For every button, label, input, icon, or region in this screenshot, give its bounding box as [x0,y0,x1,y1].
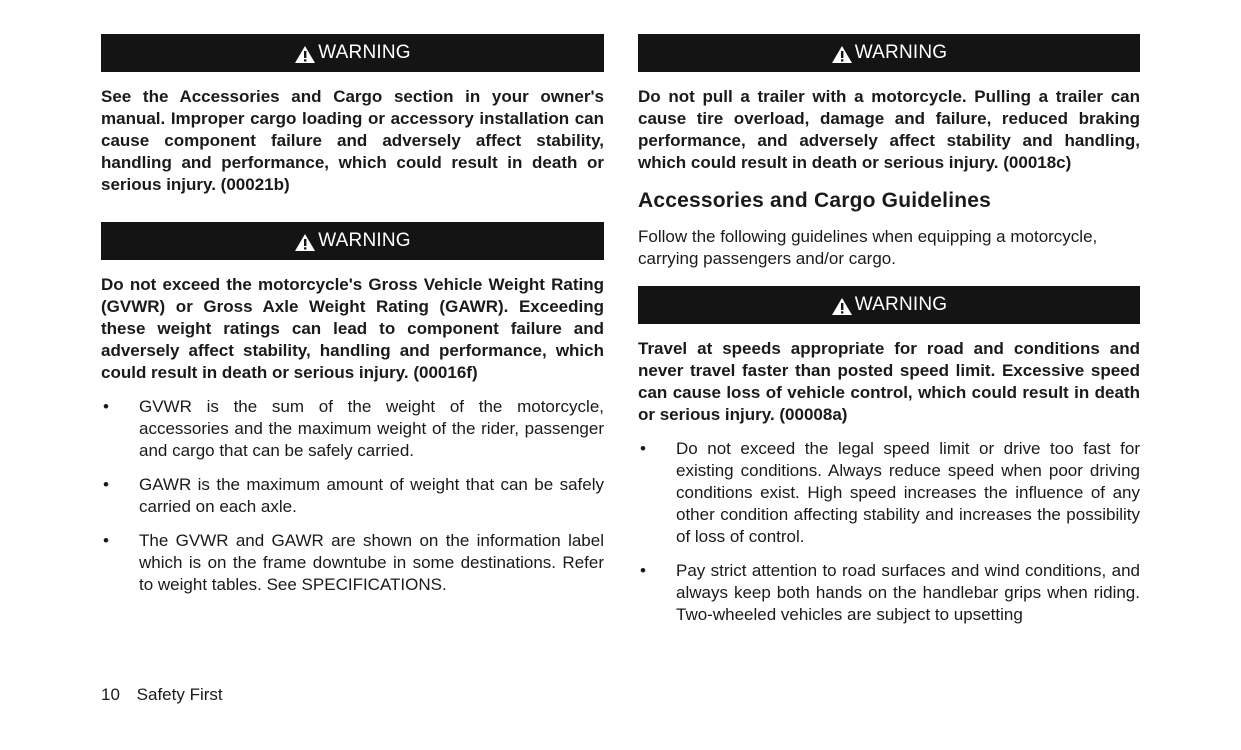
warning-banner [638,286,1140,324]
footer-section-title: Safety First [136,685,223,704]
warning-text: Travel at speeds appropriate for road and conditions and never travel faster than posted speed limit. Excessive speed can cause loss of vehicle control, which could result in death or serious injury. (00008a) [638,339,1140,424]
page-footer [101,684,223,706]
list-item [638,560,1140,626]
bullet-list [101,396,604,596]
warning-banner [101,34,604,72]
bullet-list [638,438,1140,626]
warning-banner-label: WARNING [318,230,411,251]
intro-paragraph: Follow the following guidelines when equipping a motorcycle, carrying passengers and/or cargo. [638,227,1098,268]
warning-text: See the Accessories and Cargo section in your owner's manual. Improper cargo loading or accessory installation can cause component failure and adversely affect stability, handling and performance, which could result in death or serious injury. (00021b) [101,87,604,194]
list-item-text: Pay strict attention to road surfaces and wind conditions, and always keep both hands on the handlebar grips when riding. Two-wheeled vehicles are subject to upsetting [676,561,1140,624]
list-item [101,530,604,596]
warning-banner-label: WARNING [854,42,948,63]
alert-triangle-icon [294,45,316,64]
list-item [638,438,1140,548]
warning-banner-label: WARNING [854,294,948,315]
bullet-icon: • [640,439,646,458]
page-number: 10 [101,685,120,704]
list-item [101,396,604,462]
left-column [101,34,604,608]
bullet-icon: • [103,475,109,494]
warning-banner [638,34,1140,72]
bullet-icon: • [103,397,109,416]
warning-banner [101,222,604,260]
list-item [101,474,604,518]
section-heading: Accessories and Cargo Guidelines [638,189,992,212]
alert-triangle-icon [831,297,853,316]
alert-triangle-icon [294,233,316,252]
bullet-icon: • [640,561,646,580]
warning-text: Do not pull a trailer with a motorcycle. Pulling a trailer can cause tire overload, damage and failure, reduced braking performance, and adversely affect stability and handling, which could result in death or serious injury. (00018c) [638,87,1140,172]
bullet-icon: • [103,531,109,550]
list-item-text: Do not exceed the legal speed limit or drive too fast for existing conditions. Always reduce speed when poor driving conditions exist. High speed increases the influence of any other condition affecting stability and increases the possibility of loss of control. [676,439,1140,546]
list-item-text: GVWR is the sum of the weight of the motorcycle, accessories and the maximum weight of the rider, passenger and cargo that can be safely carried. [139,397,604,460]
list-item-text: The GVWR and GAWR are shown on the information label which is on the frame downtube in some destinations. Refer to weight tables. See SPECIFICATIONS. [139,531,604,594]
alert-triangle-icon [831,45,853,64]
warning-text: Do not exceed the motorcycle's Gross Vehicle Weight Rating (GVWR) or Gross Axle Weight Rating (GAWR). Exceeding these weight ratings can lead to component failure and adversely affect stability, handling and performance, which could result in death or serious injury. (00016f) [101,275,604,382]
warning-banner-label: WARNING [318,42,411,63]
list-item-text: GAWR is the maximum amount of weight that can be safely carried on each axle. [139,475,604,516]
right-column [638,34,1140,638]
